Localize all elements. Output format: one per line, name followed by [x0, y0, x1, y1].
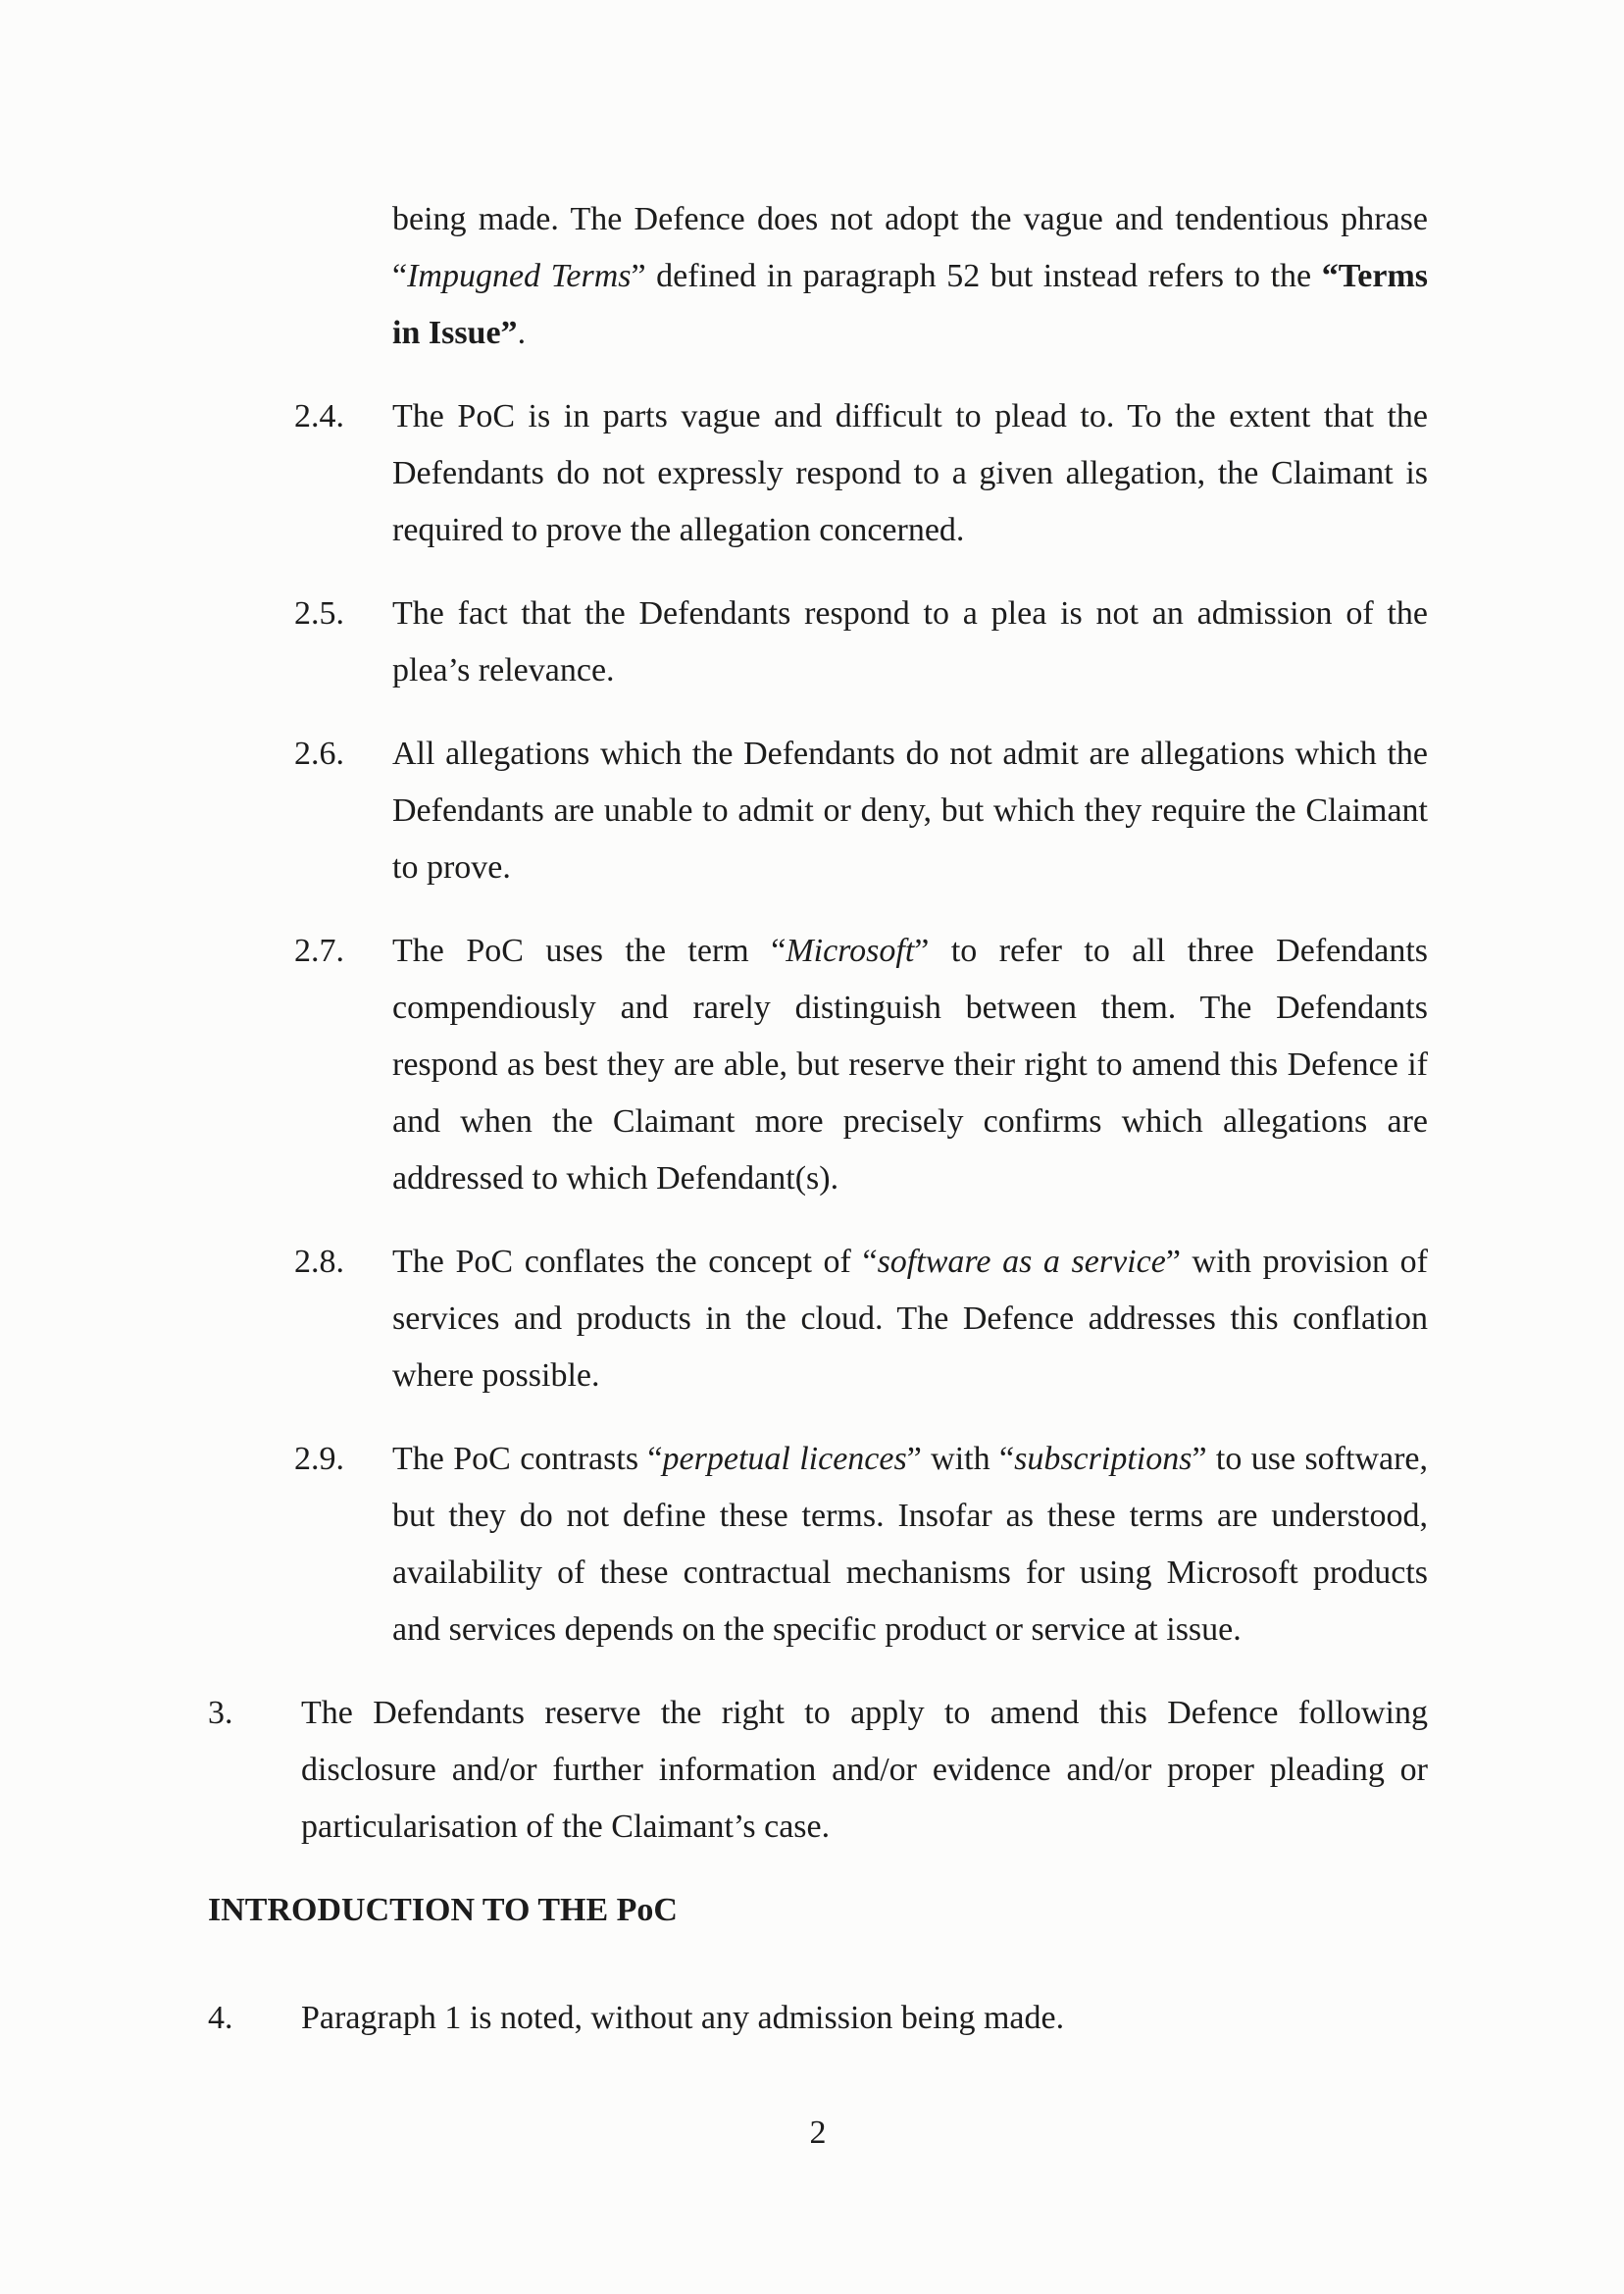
paragraph-text: The PoC uses the term “Microsoft” to refer to all three Defendants compendiously and rarely distinguish between them. The Defendants respond as best they are able, but reserve their right to amend this Defence if and when the Claimant more precisely confirms which allegations are addressed to which Defendant(s). [392, 933, 1428, 1197]
paragraph-continuation [392, 191, 1428, 362]
paragraph-4 [208, 1990, 1428, 2047]
document-content [0, 191, 1624, 2073]
paragraph-text: The fact that the Defendants respond to a plea is not an admission of the plea’s relevance. [392, 595, 1428, 688]
paragraph-text: The PoC is in parts vague and difficult to plead to. To the extent that the Defendants do not expressly respond to a given allegation, the Claimant is required to prove the allegation concerned. [392, 398, 1428, 548]
paragraph-number: 2.8. [294, 1244, 344, 1280]
paragraph-number: 2.7. [294, 933, 344, 969]
paragraph-text: being made. The Defence does not adopt the vague and tendentious phrase “Impugned Terms” defined in paragraph 52 but instead refers to the “Terms in Issue”. [392, 201, 1428, 351]
paragraph-2-8 [294, 1234, 1428, 1404]
paragraph-number: 2.5. [294, 595, 344, 632]
paragraph-2-5 [294, 586, 1428, 699]
paragraph-number: 3. [208, 1695, 233, 1731]
paragraph-text: Paragraph 1 is noted, without any admission being made. [301, 2000, 1065, 2036]
paragraph-2-4 [294, 388, 1428, 559]
paragraph-2-9 [294, 1431, 1428, 1658]
paragraph-text: The PoC contrasts “perpetual licences” with “subscriptions” to use software, but they do not define these terms. Insofar as these terms are understood, availability of these contractual mechanisms for using Microsoft products and services depends on the specific product or service at issue. [392, 1441, 1428, 1648]
paragraph-3 [208, 1685, 1428, 1856]
paragraph-number: 2.6. [294, 736, 344, 772]
paragraph-2-6 [294, 726, 1428, 896]
paragraph-text: The PoC conflates the concept of “software as a service” with provision of services and products in the cloud. The Defence addresses this conflation where possible. [392, 1244, 1428, 1394]
paragraph-number: 2.9. [294, 1441, 344, 1477]
paragraph-number: 4. [208, 2000, 233, 2036]
page-number: 2 [809, 2115, 827, 2151]
section-heading: INTRODUCTION TO THE PoC [208, 1892, 678, 1928]
paragraph-text: The Defendants reserve the right to apply to amend this Defence following disclosure and/or further information and/or evidence and/or proper pleading or particularisation of the Claimant’s case. [301, 1695, 1428, 1845]
paragraph-number: 2.4. [294, 398, 344, 434]
paragraph-text: All allegations which the Defendants do not admit are allegations which the Defendants are unable to admit or deny, but which they require the Claimant to prove. [392, 736, 1428, 886]
paragraph-2-7 [294, 923, 1428, 1207]
